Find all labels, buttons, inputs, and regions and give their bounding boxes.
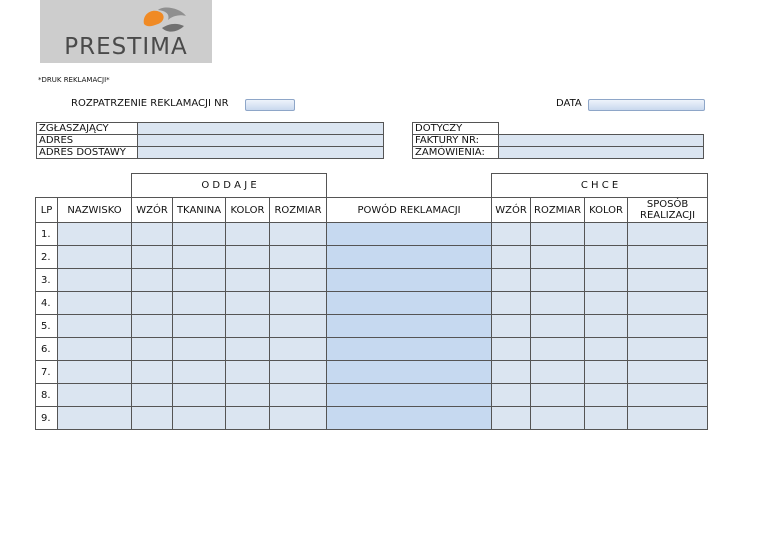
wzor-cell[interactable] <box>132 338 173 361</box>
tkanina-cell[interactable] <box>173 223 226 246</box>
rozmiar-cell[interactable] <box>270 269 327 292</box>
kolor-cell[interactable] <box>226 223 270 246</box>
powod-cell[interactable] <box>327 223 492 246</box>
row-number: 6. <box>36 338 58 361</box>
wzor-chce-cell[interactable] <box>492 269 531 292</box>
sposob-cell[interactable] <box>628 384 708 407</box>
delivery-address-label: ADRES DOSTAWY <box>37 147 138 159</box>
sposob-cell[interactable] <box>628 223 708 246</box>
submitter-field[interactable] <box>138 123 384 135</box>
table-row <box>36 269 708 292</box>
col-kolor-chce: KOLOR <box>585 198 628 223</box>
nazwisko-cell[interactable] <box>58 315 132 338</box>
wzor-cell[interactable] <box>132 269 173 292</box>
wzor-cell[interactable] <box>132 407 173 430</box>
kolor-chce-cell[interactable] <box>585 292 628 315</box>
sposob-cell[interactable] <box>628 338 708 361</box>
tkanina-cell[interactable] <box>173 338 226 361</box>
wzor-cell[interactable] <box>132 223 173 246</box>
wzor-chce-cell[interactable] <box>492 384 531 407</box>
wzor-chce-cell[interactable] <box>492 315 531 338</box>
nazwisko-cell[interactable] <box>58 223 132 246</box>
table-row <box>36 292 708 315</box>
sposob-cell[interactable] <box>628 269 708 292</box>
nazwisko-cell[interactable] <box>58 246 132 269</box>
complaint-number-field[interactable] <box>245 99 295 111</box>
table-row <box>36 246 708 269</box>
tkanina-cell[interactable] <box>173 246 226 269</box>
date-field[interactable] <box>588 99 705 111</box>
rozmiar-cell[interactable] <box>270 361 327 384</box>
kolor-cell[interactable] <box>226 246 270 269</box>
logo-text: PRESTIMA <box>64 34 188 60</box>
nazwisko-cell[interactable] <box>58 292 132 315</box>
rozmiar-chce-cell[interactable] <box>531 223 585 246</box>
col-sposob <box>628 198 708 223</box>
rozmiar-chce-cell[interactable] <box>531 361 585 384</box>
kolor-cell[interactable] <box>226 407 270 430</box>
row-number: 5. <box>36 315 58 338</box>
complaint-number-label: ROZPATRZENIE REKLAMACJI NR <box>71 98 229 109</box>
invoice-label: FAKTURY NR: <box>413 135 499 147</box>
nazwisko-cell[interactable] <box>58 269 132 292</box>
tkanina-cell[interactable] <box>173 292 226 315</box>
company-logo <box>40 0 212 63</box>
sposob-cell[interactable] <box>628 315 708 338</box>
col-sposob-line2: REALIZACJI <box>640 210 696 221</box>
kolor-cell[interactable] <box>226 338 270 361</box>
sposob-cell[interactable] <box>628 361 708 384</box>
wzor-cell[interactable] <box>132 292 173 315</box>
rozmiar-cell[interactable] <box>270 407 327 430</box>
submitter-label: ZGŁASZAJĄCY <box>37 123 138 135</box>
document-subtitle: *DRUK REKLAMACJI* <box>38 76 110 84</box>
col-tkanina: TKANINA <box>173 198 226 223</box>
table-row <box>36 361 708 384</box>
kolor-chce-cell[interactable] <box>585 407 628 430</box>
rozmiar-chce-cell[interactable] <box>531 292 585 315</box>
table-row <box>36 338 708 361</box>
nazwisko-cell[interactable] <box>58 361 132 384</box>
wzor-chce-cell[interactable] <box>492 223 531 246</box>
address-field[interactable] <box>138 135 384 147</box>
powod-cell[interactable] <box>327 407 492 430</box>
kolor-cell[interactable] <box>226 315 270 338</box>
powod-cell[interactable] <box>327 292 492 315</box>
order-field[interactable] <box>499 147 704 159</box>
group-oddaje: O D D A J E <box>132 174 327 198</box>
wzor-chce-cell[interactable] <box>492 246 531 269</box>
col-sposob-line1: SPOSÓB <box>646 199 689 210</box>
rozmiar-cell[interactable] <box>270 338 327 361</box>
kolor-chce-cell[interactable] <box>585 361 628 384</box>
powod-cell[interactable] <box>327 361 492 384</box>
kolor-chce-cell[interactable] <box>585 223 628 246</box>
col-kolor: KOLOR <box>226 198 270 223</box>
tkanina-cell[interactable] <box>173 384 226 407</box>
table-row <box>36 315 708 338</box>
powod-cell[interactable] <box>327 315 492 338</box>
row-number: 9. <box>36 407 58 430</box>
powod-cell[interactable] <box>327 269 492 292</box>
rozmiar-chce-cell[interactable] <box>531 246 585 269</box>
complaint-table <box>35 173 708 430</box>
kolor-chce-cell[interactable] <box>585 246 628 269</box>
nazwisko-cell[interactable] <box>58 338 132 361</box>
rozmiar-chce-cell[interactable] <box>531 269 585 292</box>
sposob-cell[interactable] <box>628 407 708 430</box>
col-rozmiar: ROZMIAR <box>270 198 327 223</box>
kolor-cell[interactable] <box>226 361 270 384</box>
col-lp: LP <box>36 198 58 223</box>
rozmiar-chce-cell[interactable] <box>531 407 585 430</box>
rozmiar-cell[interactable] <box>270 315 327 338</box>
sposob-cell[interactable] <box>628 246 708 269</box>
wzor-cell[interactable] <box>132 315 173 338</box>
rozmiar-cell[interactable] <box>270 292 327 315</box>
wzor-chce-cell[interactable] <box>492 407 531 430</box>
rozmiar-cell[interactable] <box>270 246 327 269</box>
kolor-cell[interactable] <box>226 384 270 407</box>
row-number: 4. <box>36 292 58 315</box>
kolor-chce-cell[interactable] <box>585 384 628 407</box>
wzor-chce-cell[interactable] <box>492 338 531 361</box>
wzor-cell[interactable] <box>132 246 173 269</box>
col-wzor-chce: WZÓR <box>492 198 531 223</box>
delivery-address-field[interactable] <box>138 147 384 159</box>
rozmiar-chce-cell[interactable] <box>531 338 585 361</box>
table-row <box>36 223 708 246</box>
rozmiar-cell[interactable] <box>270 223 327 246</box>
rozmiar-cell[interactable] <box>270 384 327 407</box>
wzor-chce-cell[interactable] <box>492 361 531 384</box>
row-number: 7. <box>36 361 58 384</box>
kolor-cell[interactable] <box>226 292 270 315</box>
col-wzor: WZÓR <box>132 198 173 223</box>
kolor-chce-cell[interactable] <box>585 269 628 292</box>
row-number: 8. <box>36 384 58 407</box>
wzor-cell[interactable] <box>132 384 173 407</box>
wzor-chce-cell[interactable] <box>492 292 531 315</box>
invoice-field[interactable] <box>499 135 704 147</box>
reference-box <box>412 122 704 159</box>
address-label: ADRES <box>37 135 138 147</box>
wzor-cell[interactable] <box>132 361 173 384</box>
rozmiar-chce-cell[interactable] <box>531 384 585 407</box>
table-row <box>36 407 708 430</box>
powod-cell[interactable] <box>327 384 492 407</box>
submitter-box <box>36 122 384 159</box>
col-nazwisko: NAZWISKO <box>58 198 132 223</box>
tkanina-cell[interactable] <box>173 315 226 338</box>
powod-cell[interactable] <box>327 246 492 269</box>
rozmiar-chce-cell[interactable] <box>531 315 585 338</box>
tkanina-cell[interactable] <box>173 269 226 292</box>
order-label: ZAMÓWIENIA: <box>413 147 499 159</box>
nazwisko-cell[interactable] <box>58 384 132 407</box>
group-chce: C H C E <box>492 174 708 198</box>
col-rozmiar-chce: ROZMIAR <box>531 198 585 223</box>
date-label: DATA <box>556 98 582 109</box>
tkanina-cell[interactable] <box>173 407 226 430</box>
row-number: 1. <box>36 223 58 246</box>
kolor-cell[interactable] <box>226 269 270 292</box>
row-number: 3. <box>36 269 58 292</box>
tkanina-cell[interactable] <box>173 361 226 384</box>
col-powod: POWÓD REKLAMACJI <box>327 198 492 223</box>
kolor-chce-cell[interactable] <box>585 338 628 361</box>
nazwisko-cell[interactable] <box>58 407 132 430</box>
powod-cell[interactable] <box>327 338 492 361</box>
kolor-chce-cell[interactable] <box>585 315 628 338</box>
row-number: 2. <box>36 246 58 269</box>
sposob-cell[interactable] <box>628 292 708 315</box>
table-row <box>36 384 708 407</box>
concerns-label: DOTYCZY <box>413 123 499 135</box>
